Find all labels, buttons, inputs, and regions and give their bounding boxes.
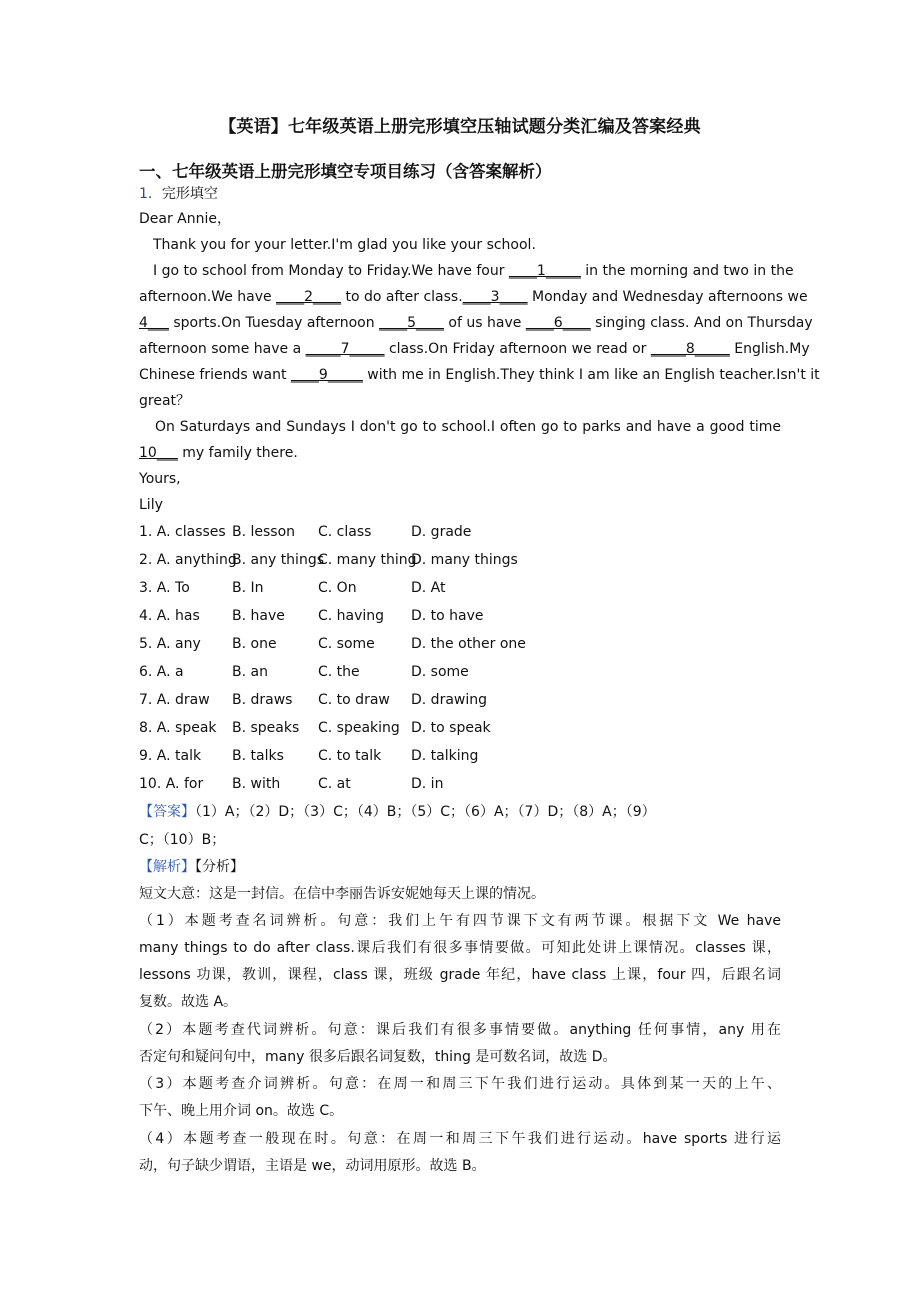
paragraph-2-line [139,313,813,333]
option-row [139,634,781,654]
option-row [139,774,781,794]
option-row [139,690,781,710]
analysis-line: （1）本题考查名词辨析。句意：我们上午有四节课下文有两节课。根据下文 We have [139,913,781,929]
option-choice: C. having [318,608,385,624]
blank: _____8_____ [650,341,730,357]
option-choice: B. lesson [232,524,296,540]
option-choice: C. the [318,664,360,680]
text-segment: singing class. And on Thursday [590,315,813,331]
text-segment: English.My [729,341,810,357]
answer-line-1 [139,802,656,822]
analysis-line: （4）本题考查一般现在时。句意：在周一和周三下午我们进行运动。have sports 进行运 [139,1131,781,1147]
analysis-label: 【解析】 [139,859,195,875]
option-choice: B. draws [232,692,293,708]
analysis-line: 否定句和疑问句中，many 很多后跟名词复数，thing 是可数名词，故选 D。 [139,1049,617,1065]
text-segment: class.On Friday afternoon we read or [384,341,651,357]
option-choice: D. many things [411,552,518,568]
option-choice: C. On [318,580,357,596]
option-choice: D. to have [411,608,484,624]
question-header [139,183,218,203]
option-row [139,606,781,626]
option-choice: 7. A. draw [139,692,210,708]
analysis-line: （2）本题考查代词辨析。句意：课后我们有很多事情要做。anything 任何事情，any 用在 [139,1022,781,1038]
option-row [139,746,781,766]
analysis-line: lessons 功课，教训，课程，class 课，班级 grade 年纪，have class 上课，four 四，后跟名词 [139,967,781,983]
text-segment: Monday and Wednesday afternoons we [527,289,808,305]
text-segment: afternoon.We have [139,289,277,305]
analysis-header [139,857,244,877]
text-segment: to do after class. [341,289,463,305]
option-choice: C. class [318,524,372,540]
option-choice: B. any things [232,552,324,568]
text-segment: my family there. [177,445,298,461]
option-choice: D. some [411,664,469,680]
option-choice: B. with [232,776,281,792]
option-choice: 10. A. for [139,776,204,792]
blank: 4___ [139,315,169,331]
analysis-line: （3）本题考查介词辨析。句意：在周一和周三下午我们进行运动。具体到某一天的上午、 [139,1076,781,1092]
option-choice: C. speaking [318,720,400,736]
analysis-line: 复数。故选 A。 [139,994,238,1010]
option-row [139,522,781,542]
option-choice: D. At [411,580,446,596]
option-choice: C. some [318,636,375,652]
text-segment: On Saturdays and Sundays I don't go to school.I often go to parks and have a good time [155,419,781,435]
answer-line-2: C；（10）B； [139,832,226,848]
text-segment: I go to school from Monday to Friday.We have four [153,263,509,279]
text-segment: afternoon some have a [139,341,306,357]
blank: ____2____ [276,289,342,305]
option-choice: 8. A. speak [139,720,217,736]
letter-paragraph-1: Thank you for your letter.I'm glad you like your school. [153,237,536,253]
question-number: 1． [139,186,162,202]
option-choice: B. speaks [232,720,300,736]
analysis-line: 动，句子缺少谓语，主语是 we，动词用原形。故选 B。 [139,1158,486,1174]
option-row [139,718,781,738]
text-segment: great？ [139,393,191,409]
text-segment: with me in English.They think I am like an English teacher.Isn't it [362,367,820,383]
option-row [139,550,781,570]
option-choice: 9. A. talk [139,748,202,764]
paragraph-2-line [139,287,808,307]
paragraph-3-line [155,417,781,437]
option-choice: D. the other one [411,636,526,652]
option-choice: 2. A. anything [139,552,237,568]
option-choice: D. talking [411,748,479,764]
option-choice: B. talks [232,748,284,764]
letter-signature: Lily [139,497,163,513]
section-heading: 一、七年级英语上册完形填空专项目练习（含答案解析） [139,162,552,181]
option-choice: D. drawing [411,692,488,708]
option-choice: B. one [232,636,277,652]
text-segment: Chinese friends want [139,367,291,383]
option-choice: B. In [232,580,264,596]
option-choice: D. grade [411,524,472,540]
blank: _____7_____ [305,341,385,357]
option-choice: 6. A. a [139,664,184,680]
option-choice: 1. A. classes [139,524,226,540]
blank: ____6____ [525,315,591,331]
blank: ____9_____ [290,367,363,383]
option-choice: C. many thing [318,552,417,568]
paragraph-2-line [139,365,820,385]
analysis-line: many things to do after class.课后我们有很多事情要做。可知此处讲上课情况。classes 课， [139,940,781,956]
blank: ____5____ [379,315,444,331]
text-segment: sports.On Tuesday afternoon [168,315,380,331]
option-choice: 5. A. any [139,636,201,652]
option-choice: B. an [232,664,268,680]
option-choice: C. to draw [318,692,390,708]
analysis-sublabel: 【分析】 [195,859,244,875]
option-choice: B. have [232,608,285,624]
blank: ____1_____ [508,263,581,279]
answer-text-1: （1）A；（2）D；（3）C；（4）B；（5）C；（6）A；（7）D；（8）A；（9） [195,804,656,820]
text-segment: in the morning and two in the [580,263,794,279]
option-row [139,662,781,682]
option-row [139,578,781,598]
paragraph-2-line [139,339,810,359]
option-choice: C. to talk [318,748,382,764]
blank: 10___ [139,445,178,461]
analysis-line: 下午、晚上用介词 on。故选 C。 [139,1103,344,1119]
question-label: 完形填空 [161,186,218,202]
answer-label: 【答案】 [139,804,195,820]
paragraph-2-line [153,261,794,281]
option-choice: D. in [411,776,444,792]
option-choice: 4. A. has [139,608,200,624]
option-choice: D. to speak [411,720,491,736]
letter-greeting: Dear Annie， [139,211,232,227]
document-title: 【英语】七年级英语上册完形填空压轴试题分类汇编及答案经典 [219,117,701,137]
blank: ____3____ [462,289,528,305]
letter-closing: Yours, [139,471,181,487]
paragraph-3-line [139,443,298,463]
analysis-summary: 短文大意：这是一封信。在信中李丽告诉安妮她每天上课的情况。 [139,886,545,902]
option-choice: C. at [318,776,351,792]
option-choice: 3. A. To [139,580,190,596]
text-segment: of us have [443,315,526,331]
paragraph-2-line [139,391,190,411]
